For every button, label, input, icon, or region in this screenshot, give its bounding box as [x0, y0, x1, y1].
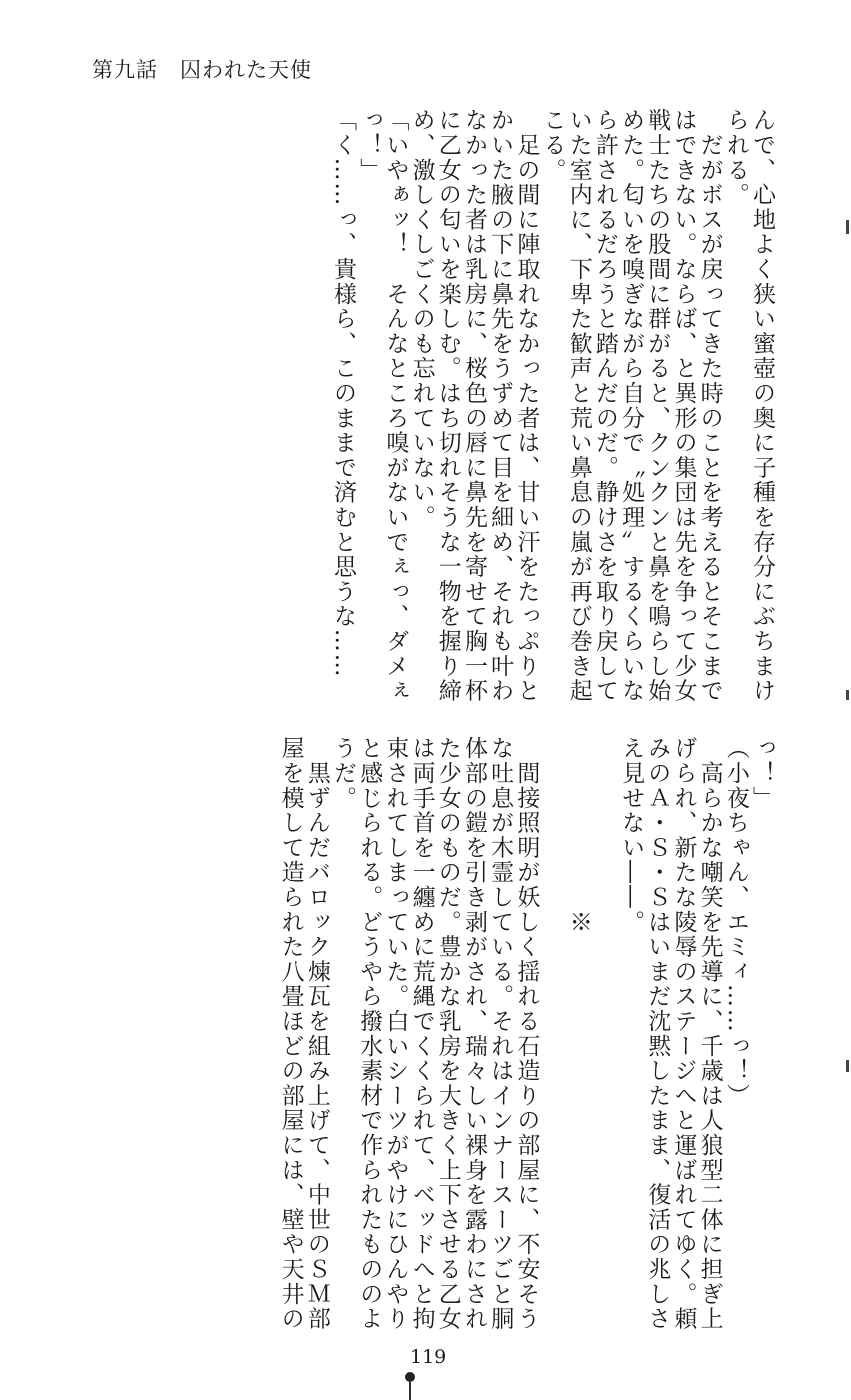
text-column: め、激しくしごくのも忘れていない。 — [408, 108, 435, 530]
text-column: げられ、新たな陵辱のステージへと運ばれてゆく。頼 — [670, 736, 697, 1332]
text-column: な吐息が木霊している。それはインナースーツごと胴 — [487, 736, 514, 1332]
text-column: うだ。 — [330, 736, 356, 811]
text-column: 間接照明が妖しく揺れる石造りの部屋に、不安そう — [513, 736, 540, 1332]
text-column: みのＡ・Ｓ・Ｓはいまだ沈黙したまま、復活の兆しさ — [644, 736, 671, 1332]
text-column: え見せない――。 — [618, 736, 645, 935]
text-column: られる。 — [722, 108, 749, 208]
text-column: 「く……っ、貴様ら、このままで済むと思うな…… — [330, 108, 356, 679]
text-column: （小夜ちゃん、エミィ……っ！） — [722, 736, 749, 1108]
text-column: 高らかな嘲笑を先導に、千歳は人狼型二体に担ぎ上 — [696, 736, 723, 1332]
scan-edge-mark — [846, 1060, 849, 1072]
scan-edge-mark — [846, 220, 849, 234]
text-column: 黒ずんだバロック煉瓦を組み上げて、中世のＳＭ部 — [303, 736, 330, 1332]
page-number: 119 — [410, 1346, 447, 1368]
text-column: かいた腋の下に鼻先をうずめて目を細め、それも叶わ — [487, 108, 514, 704]
text-column: 足の間に陣取れなかった者は、甘い汗をたっぷりと — [513, 108, 540, 704]
running-header — [92, 54, 312, 84]
text-column: こる。 — [539, 108, 566, 183]
section-break: ※ — [565, 736, 592, 935]
text-column: と感じられる。どうやら撥水素材で作られたもののよ — [356, 736, 383, 1332]
text-column: た少女のものだ。豊かな乳房を大きく上下させる乙女 — [434, 736, 461, 1332]
text-column: はできない。ならば、と異形の集団は先を争って少女 — [670, 108, 697, 704]
text-column: っ！」 — [356, 108, 383, 183]
text-column: 「いやぁッ！ そんなところ嗅がないでぇっ、ダメぇ — [382, 108, 409, 704]
text-column: 戦士たちの股間に群がると、クンクンと鼻を鳴らし始 — [644, 108, 671, 704]
text-column: めた。匂いを嗅ぎながら自分で〝処理〟するくらいな — [618, 108, 645, 704]
scan-artifact-dot — [405, 1372, 415, 1382]
text-column: だがボスが戻ってきた時のことを考えるとそこまで — [696, 108, 723, 704]
text-column: 束されてしまっていた。白いシーツがやけにひんやり — [382, 736, 409, 1332]
scan-edge-mark — [846, 690, 849, 700]
text-column: は両手首を一纏めに荒縄でくくられて、ベッドへと拘 — [408, 736, 435, 1332]
scan-artifact-line — [409, 1382, 411, 1400]
chapter-title: 囚われた天使 — [180, 58, 312, 82]
text-column: っ！」 — [749, 736, 775, 811]
text-column: んで、心地よく狭い蜜壺の奥に子種を存分にぶちまけ — [749, 108, 775, 704]
text-column: 屋を模して造られた八畳ほどの部屋には、壁や天井の — [277, 736, 304, 1332]
text-column: に乙女の匂いを楽しむ。はち切れそうな一物を握り締 — [434, 108, 461, 704]
text-column: ら許されるだろうと踏んだのだ。静けさを取り戻して — [591, 108, 618, 704]
bottom-text-block — [277, 736, 775, 1331]
text-column: 体部の鎧を引き剥がされ、瑞々しい裸身を露わにされ — [460, 736, 487, 1332]
text-column: なかった者は乳房に、桜色の唇に鼻先を寄せて胸一杯 — [460, 108, 487, 704]
text-column: いた室内に、下卑た歓声と荒い鼻息の嵐が再び巻き起 — [565, 108, 592, 704]
top-text-block — [330, 108, 775, 703]
chapter-number: 第九話 — [92, 58, 158, 82]
